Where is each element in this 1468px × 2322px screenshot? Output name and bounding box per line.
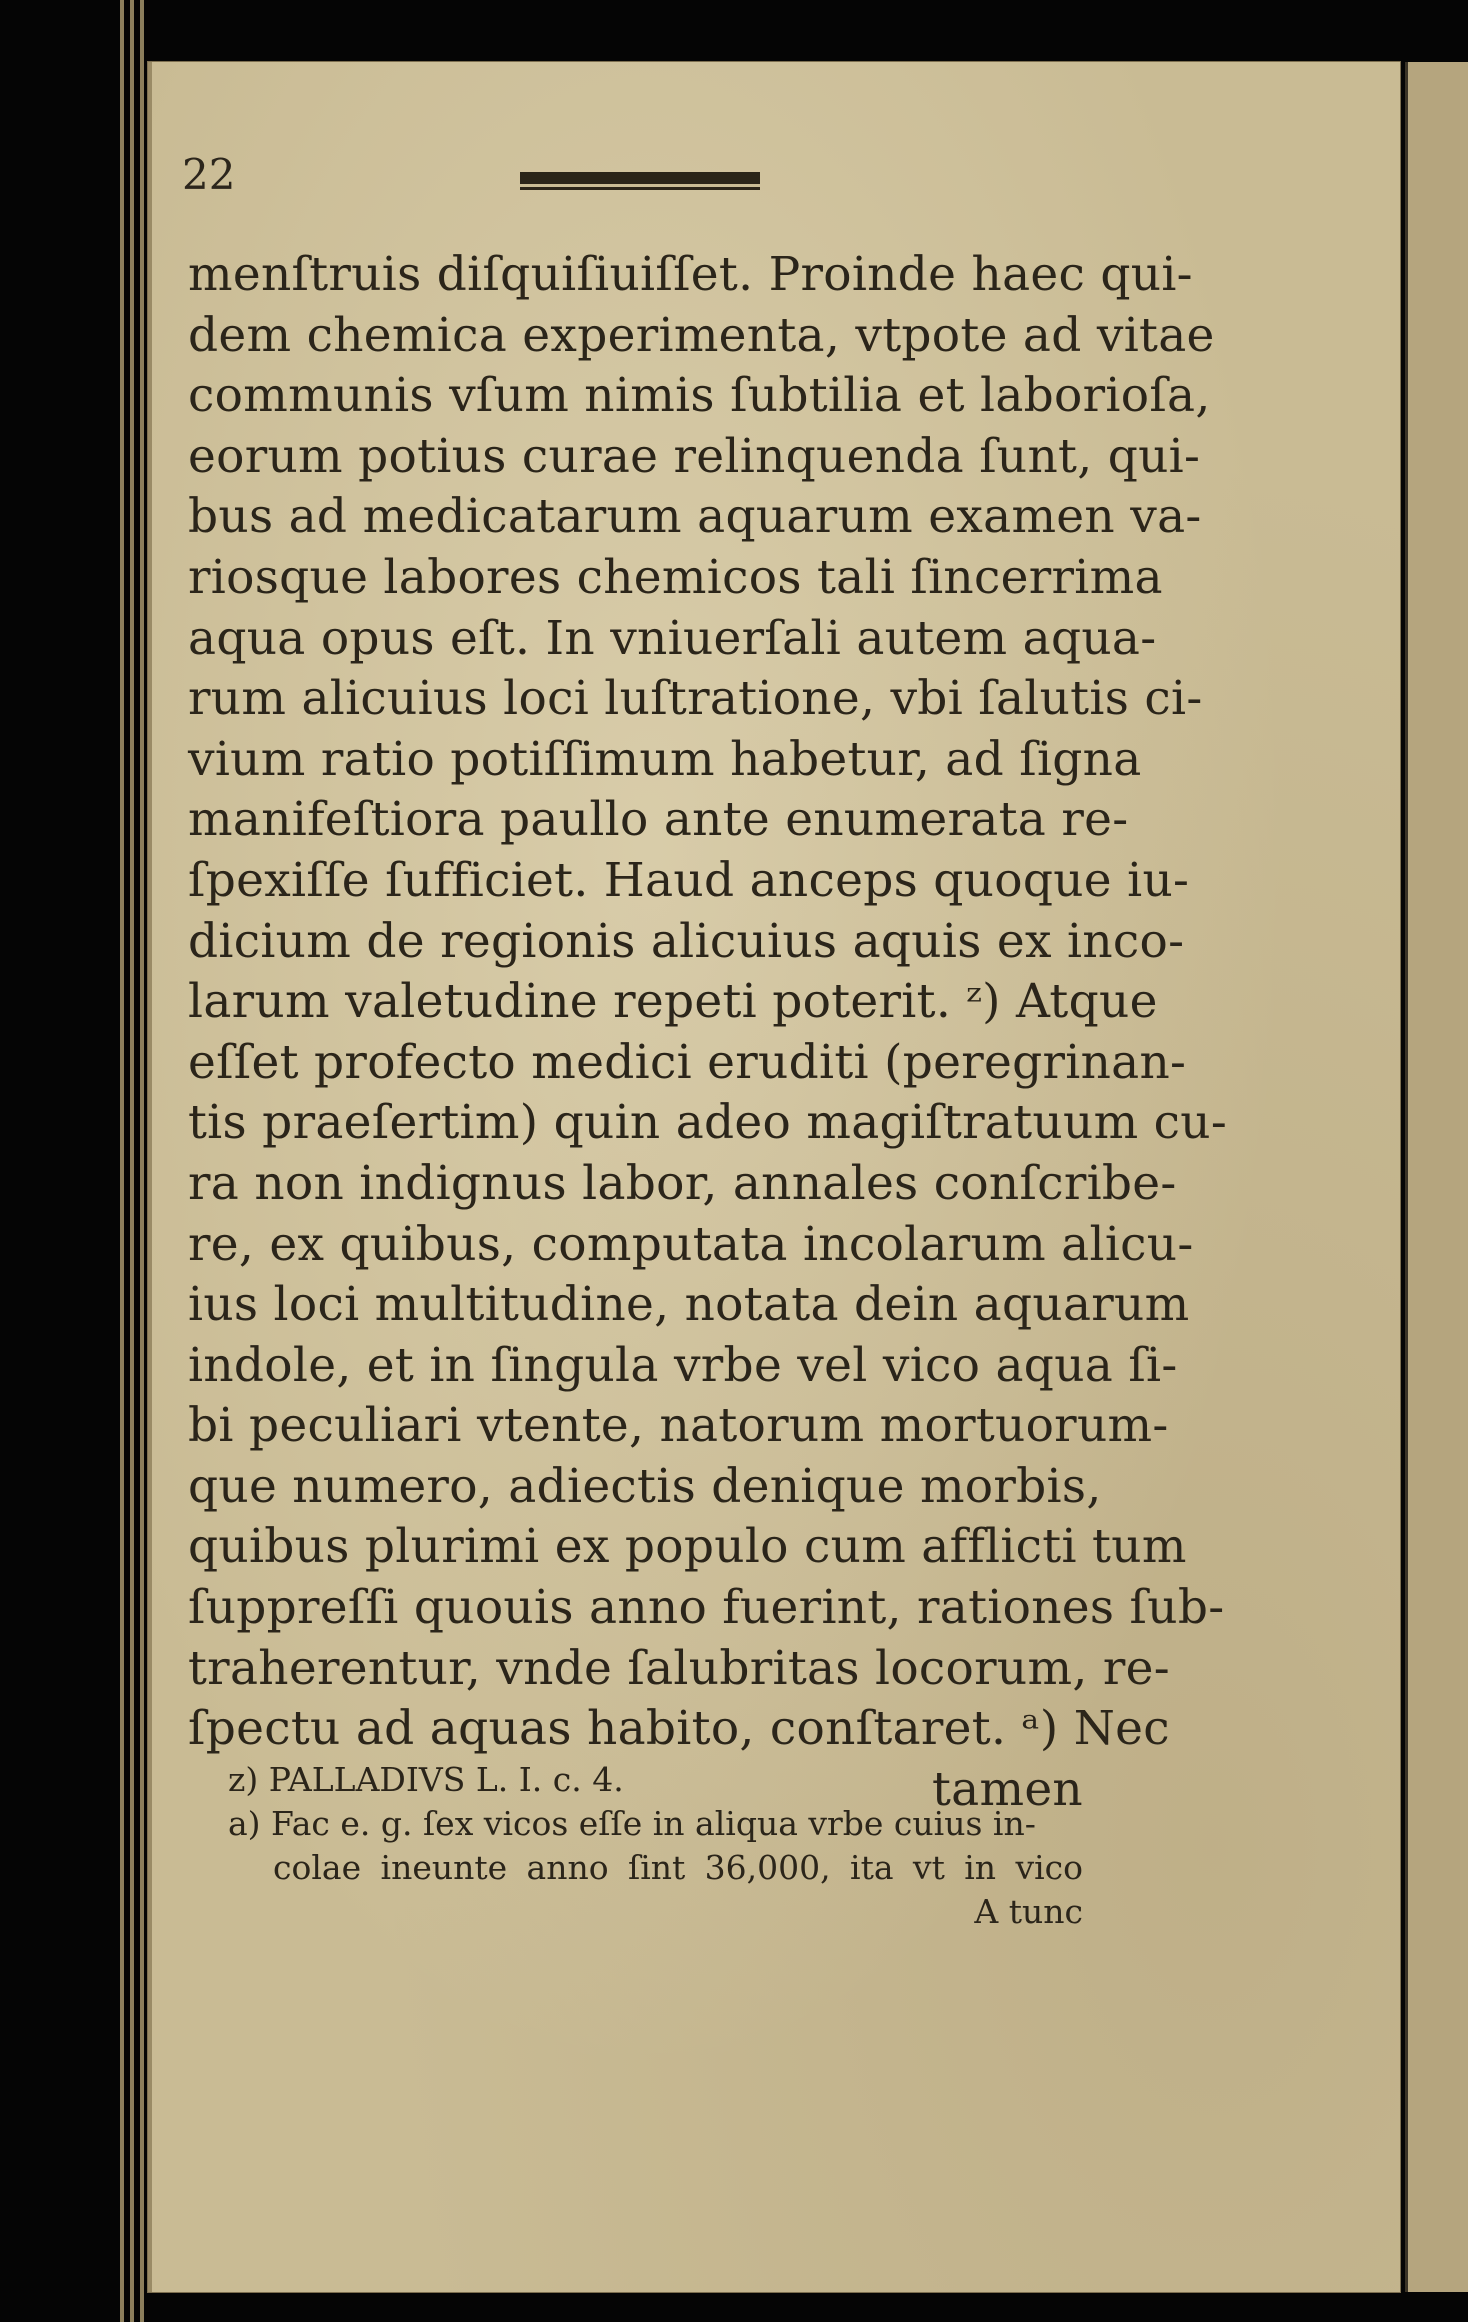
text-line: vium ratio potiſſimum habetur, ad ſigna: [188, 731, 1142, 787]
footnote-a-continued: colae ineunte anno ſint 36,000, ita vt in vico: [273, 1848, 1083, 1887]
text-line: ſuppreſſi quouis anno fuerint, rationes ſub-: [188, 1580, 1225, 1636]
text-line: que numero, adiectis denique morbis,: [188, 1458, 1102, 1514]
body-text: [188, 245, 1228, 1820]
text-line: aqua opus eſt. In vniuerſali autem aqua-: [188, 610, 1157, 666]
catchword: tamen: [931, 1761, 1083, 1817]
text-line: re, ex quibus, computata incolarum alicu-: [188, 1216, 1194, 1272]
text-line: ra non indignus labor, annales conſcribe-: [188, 1155, 1177, 1211]
text-line: bi peculiari vtente, natorum mortuorum-: [188, 1398, 1169, 1454]
text-line: eorum potius curae relinquenda ſunt, qui-: [188, 428, 1201, 484]
header-rule: [520, 172, 760, 187]
footnote-catchword: A tunc: [974, 1892, 1083, 1931]
text-line: eſſet profecto medici eruditi (peregrinan-: [188, 1034, 1187, 1090]
text-line: ſpexiſſe ſufficiet. Haud anceps quoque iu-: [188, 852, 1190, 908]
footnotes: [188, 1758, 1083, 1934]
facing-page-edge: [1405, 62, 1468, 2292]
text-line: ius loci multitudine, notata dein aquarum: [188, 1277, 1190, 1333]
text-line: traherentur, vnde ſalubritas locorum, re-: [188, 1640, 1170, 1696]
text-line: communis vſum nimis ſubtilia et laborioſa,: [188, 368, 1211, 424]
text-line: menſtruis diſquiſiuiſſet. Proinde haec qui-: [188, 247, 1193, 302]
text-line: larum valetudine repeti poterit. ᶻ) Atque: [188, 974, 1158, 1030]
text-line: bus ad medicatarum aquarum examen va-: [188, 489, 1202, 545]
text-line: dicium de regionis alicuius aquis ex inco-: [188, 913, 1185, 969]
text-line: tis praeſertim) quin adeo magiſtratuum cu-: [188, 1095, 1228, 1151]
text-line: ſpectu ad aquas habito, conſtaret. ᵃ) Nec: [188, 1701, 1170, 1757]
footnote-a: a) Fac e. g. ſex vicos eſſe in aliqua vrbe cuius in-: [228, 1804, 1036, 1843]
footnote-z: z) PALLADIVS L. I. c. 4.: [228, 1760, 624, 1799]
text-line: rum alicuius loci luſtratione, vbi ſalutis ci-: [188, 671, 1203, 727]
text-line: riosque labores chemicos tali ſincerrima: [188, 549, 1163, 605]
text-line: quibus plurimi ex populo cum afflicti tum: [188, 1519, 1187, 1575]
text-line: manifeſtiora paullo ante enumerata re-: [188, 792, 1129, 848]
text-line: indole, et in ſingula vrbe vel vico aqua ſi-: [188, 1337, 1178, 1393]
page-number: 22: [182, 150, 236, 199]
text-line: dem chemica experimenta, vtpote ad vitae: [188, 307, 1215, 363]
